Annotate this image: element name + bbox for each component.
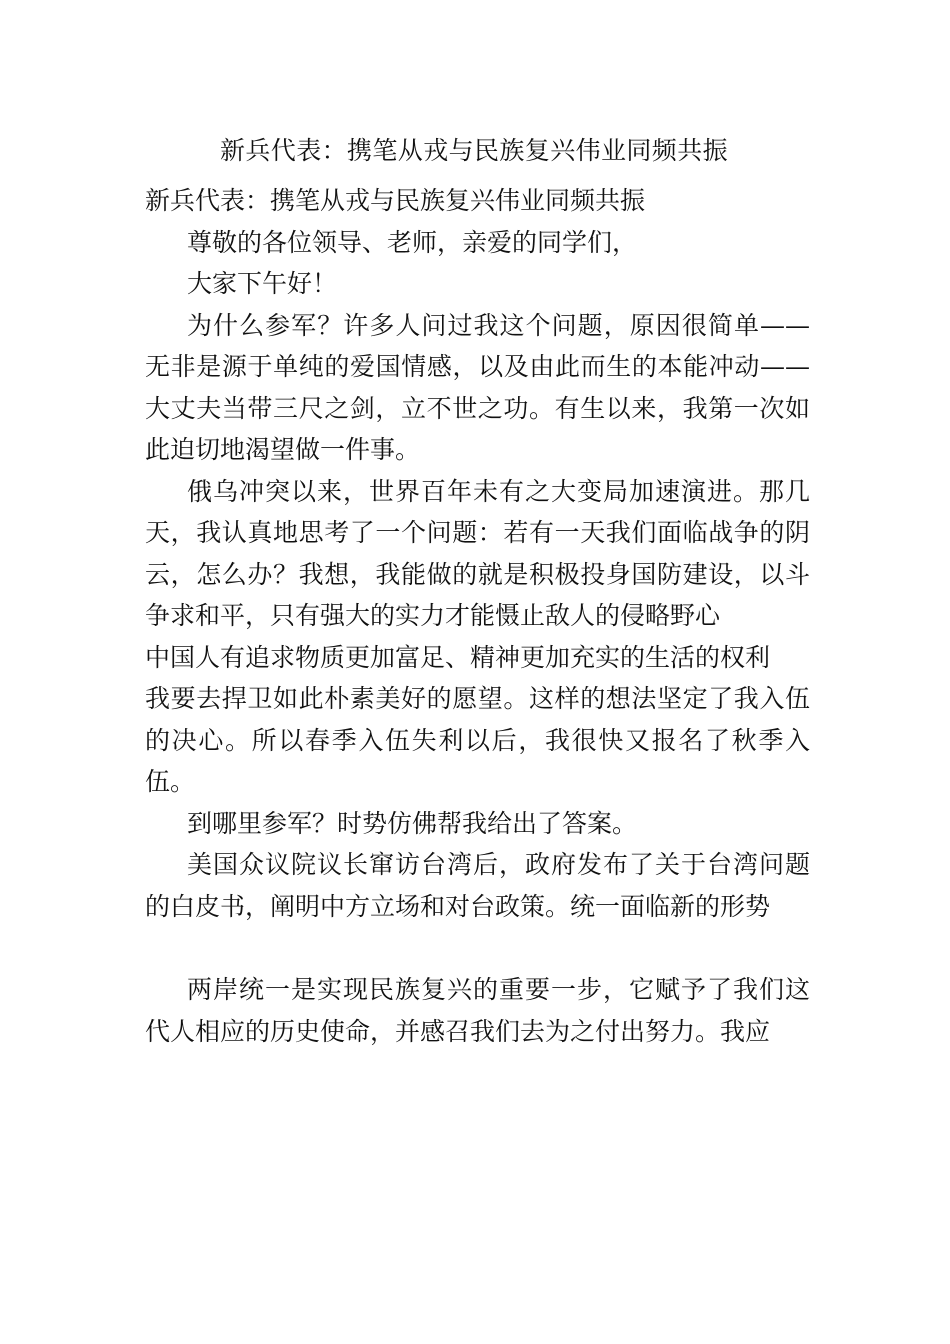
reunification-paragraph: 两岸统一是实现民族复兴的重要一步，它赋予了我们这代人相应的历史使命，并感召我们去为之付出努力。我应 <box>145 975 810 1046</box>
document-title: 新兵代表：携笔从戎与民族复兴伟业同频共振 <box>220 136 729 165</box>
paragraph-spacer <box>145 927 810 969</box>
greeting-paragraph: 大家下午好！ <box>187 269 338 298</box>
conflict-paragraph: 俄乌冲突以来，世界百年未有之大变局加速演进。那几天，我认真地思考了一个问题：若有一天我们面临战争的阴云，怎么办？我想，我能做的就是积极投身国防建设，以斗争求和平，只有强大的实力才能慑止敌人的侵略野心 <box>145 476 810 630</box>
body-heading-line: 新兵代表：携笔从戎与民族复兴伟业同频共振 <box>145 186 646 215</box>
determination-paragraph: 我要去捍卫如此朴素美好的愿望。这样的想法坚定了我入伍的决心。所以春季入伍失利以后，我很快又报名了秋季入伍。 <box>145 684 810 796</box>
where-enlist-paragraph: 到哪里参军？时势仿佛帮我给出了答案。 <box>187 808 638 838</box>
why-enlist-paragraph: 为什么参军？许多人问过我这个问题，原因很简单——无非是源于单纯的爱国情感，以及由此而生的本能冲动——大丈夫当带三尺之剑，立不世之功。有生以来，我第一次如此迫切地渴望做一件事。 <box>145 310 810 464</box>
rights-line: 中国人有追求物质更加富足、精神更加充实的生活的权利 <box>145 642 771 672</box>
salutation-paragraph: 尊敬的各位领导、老师，亲爱的同学们， <box>187 227 638 257</box>
document-body <box>145 180 810 1052</box>
white-paper-paragraph: 美国众议院议长窜访台湾后，政府发布了关于台湾问题的白皮书，阐明中方立场和对台政策。统一面临新的形势 <box>145 850 810 921</box>
